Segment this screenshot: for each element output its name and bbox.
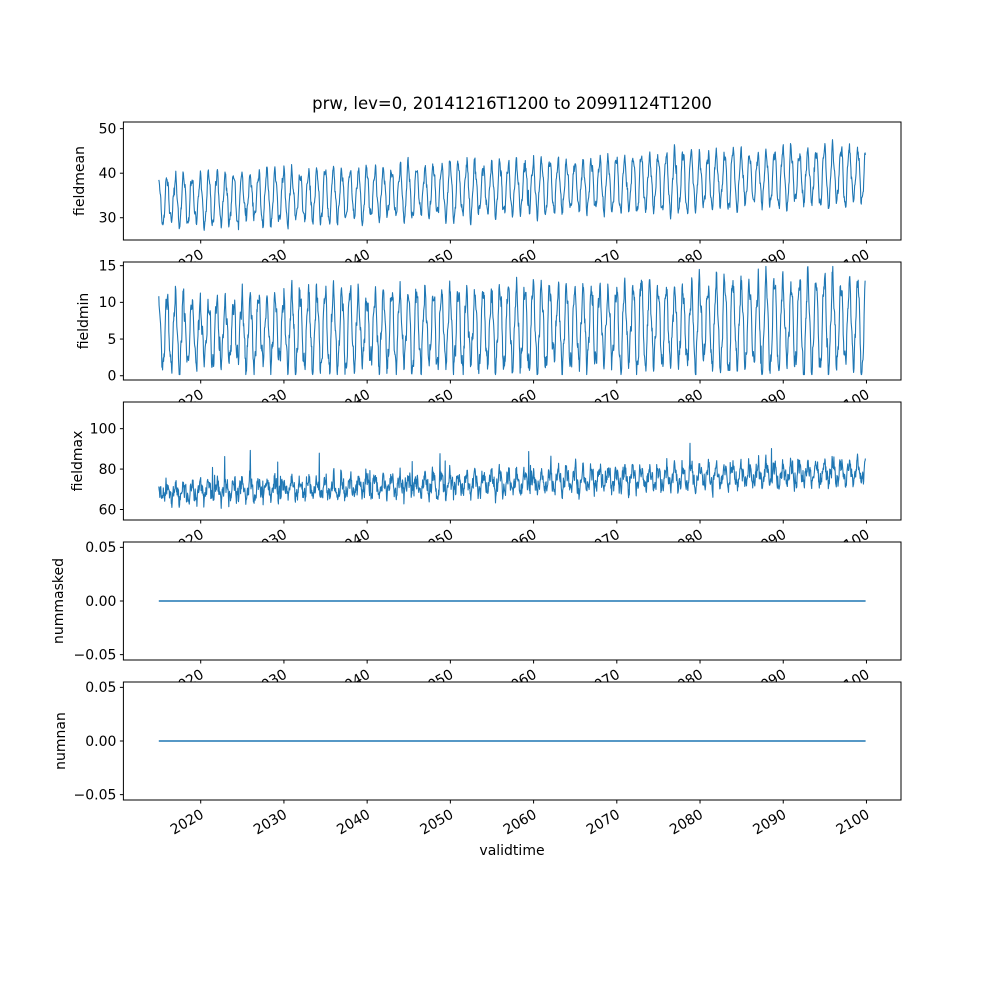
x-tick-label: 2020 [167, 806, 207, 839]
x-axis-label: validtime [479, 843, 545, 859]
y-tick-label: −0.05 [73, 647, 117, 664]
y-tick-label: 0.00 [85, 593, 117, 610]
subplot-fieldmax [90, 402, 901, 558]
y-tick-label: 0.00 [85, 733, 117, 750]
y-axis-label-fieldmax: fieldmax [70, 430, 86, 492]
y-tick-label: 0.05 [85, 680, 117, 697]
plot-area [123, 402, 901, 520]
y-tick-label: 40 [98, 166, 117, 183]
subplot-nummasked [73, 540, 901, 698]
x-tick-label: 2060 [500, 806, 540, 839]
y-tick-label: 100 [89, 421, 117, 438]
x-tick-label: 2090 [750, 806, 790, 839]
y-axis-label-numnan: numnan [53, 712, 69, 770]
y-axis-label-fieldmean: fieldmean [72, 146, 88, 216]
y-tick-label: 0 [107, 368, 117, 385]
x-tick-label: 2070 [583, 806, 623, 839]
plot-area [123, 122, 901, 240]
figure-title: prw, lev=0, 20141216T1200 to 20991124T1200 [312, 94, 712, 113]
y-tick-label: 50 [98, 121, 117, 138]
subplot-fieldmean [99, 121, 901, 278]
y-tick-label: −0.05 [73, 787, 117, 804]
y-tick-label: 0.05 [85, 540, 117, 557]
x-tick-label: 2080 [667, 806, 707, 839]
y-axis-label-nummasked: nummasked [51, 557, 67, 645]
y-tick-label: 80 [98, 461, 117, 478]
x-tick-label: 2050 [417, 806, 457, 839]
y-axis-label-fieldmin: fieldmin [76, 292, 92, 350]
y-tick-label: 60 [98, 502, 117, 519]
subplot-fieldmin [99, 258, 901, 418]
x-tick-label: 2030 [251, 806, 290, 839]
y-tick-label: 10 [98, 295, 117, 312]
x-tick-label: 2040 [334, 806, 374, 839]
y-tick-label: 5 [107, 331, 117, 348]
subplot-numnan [73, 680, 901, 838]
x-tick-label: 2100 [833, 806, 873, 839]
y-tick-label: 30 [98, 210, 117, 227]
y-tick-label: 15 [98, 258, 117, 275]
